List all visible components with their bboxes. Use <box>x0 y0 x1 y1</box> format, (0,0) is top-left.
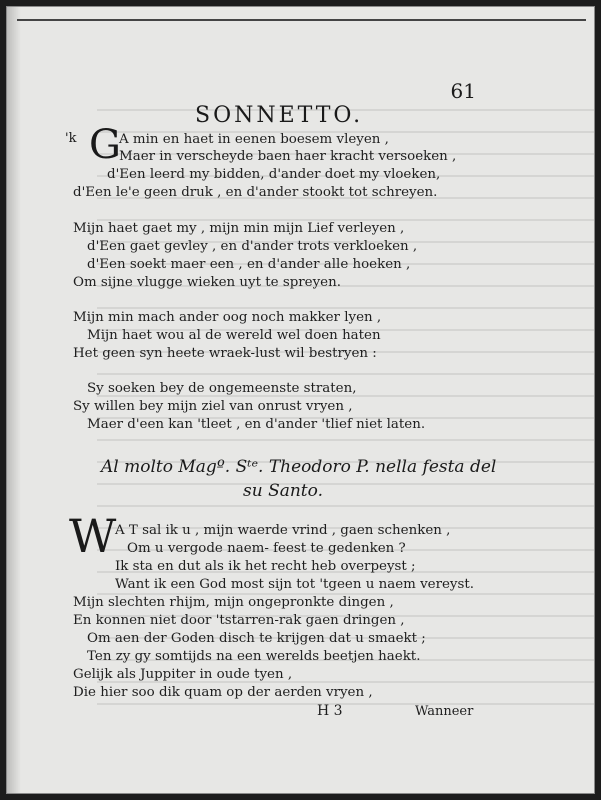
sonnet-line: Sy soeken bey de ongemeenste straten, <box>87 381 357 396</box>
sonnet-line: d'Een leerd my bidden, d'ander doet my vloeken, <box>107 167 441 182</box>
sonnet-line: Maer in verscheyde baen haer kracht versoeken , <box>119 149 457 164</box>
poem-drop-cap: W <box>69 509 117 563</box>
sonnet-line: Maer d'een kan 'tleet , en d'ander 'tlief niet laten. <box>87 417 426 432</box>
poem-line: A T sal ik u , mijn waerde vrind , gaen schenken , <box>115 523 451 538</box>
dedication-heading-cont: su Santo. <box>243 481 323 501</box>
sonnet-line: Mijn min mach ander oog noch makker lyen , <box>73 310 382 325</box>
sonnet-line: Om sijne vlugge wieken uyt te spreyen. <box>73 275 341 290</box>
poem-line: Om aen der Goden disch te krijgen dat u smaekt ; <box>87 631 426 646</box>
book-page <box>6 6 595 794</box>
sonnet-line: d'Een le'e geen druk , en d'ander stookt tot schreyen. <box>73 185 438 200</box>
poem-line: Gelijk als Juppiter in oude tyen , <box>73 667 293 682</box>
sonnet-cap-prefix: 'k <box>65 131 77 146</box>
signature-mark: H 3 <box>317 703 343 719</box>
dedication-heading: Al molto Magº. Sᵗᵉ. Theodoro P. nella festa del <box>101 457 497 477</box>
poem-line: Mijn slechten rhijm, mijn ongepronkte dingen , <box>73 595 394 610</box>
page-number: 61 <box>450 79 476 103</box>
poem-line: Ik sta en dut als ik het recht heb overpeyst ; <box>115 559 416 574</box>
sonnet-title: SONNETTO. <box>195 103 364 128</box>
page-gutter-shadow <box>7 7 21 793</box>
top-edge-rule <box>17 19 586 21</box>
poem-line: Om u vergode naem- feest te gedenken ? <box>127 541 406 556</box>
sonnet-line: d'Een soekt maer een , en d'ander alle hoeken , <box>87 257 411 272</box>
sonnet-line: Mijn haet wou al de wereld wel doen haten <box>87 328 381 343</box>
sonnet-line: d'Een gaet gevley , en d'ander trots verkloeken , <box>87 239 418 254</box>
sonnet-line: Mijn haet gaet my , mijn min mijn Lief verleyen , <box>73 221 405 236</box>
poem-line: Die hier soo dik quam op der aerden vryen , <box>73 685 373 700</box>
sonnet-line: Sy willen bey mijn ziel van onrust vryen , <box>73 399 353 414</box>
sonnet-line: A min en haet in eenen boesem vleyen , <box>119 132 389 147</box>
poem-line: En konnen niet door 'tstarren-rak gaen dringen , <box>73 613 405 628</box>
sonnet-drop-cap: G <box>89 122 121 168</box>
poem-line: Ten zy gy somtijds na een werelds beetjen haekt. <box>87 649 421 664</box>
sonnet-line: Het geen syn heete wraek-lust wil bestryen : <box>73 346 377 361</box>
catchword: Wanneer <box>415 704 474 719</box>
poem-line: Want ik een God most sijn tot 'tgeen u naem vereyst. <box>115 577 474 592</box>
